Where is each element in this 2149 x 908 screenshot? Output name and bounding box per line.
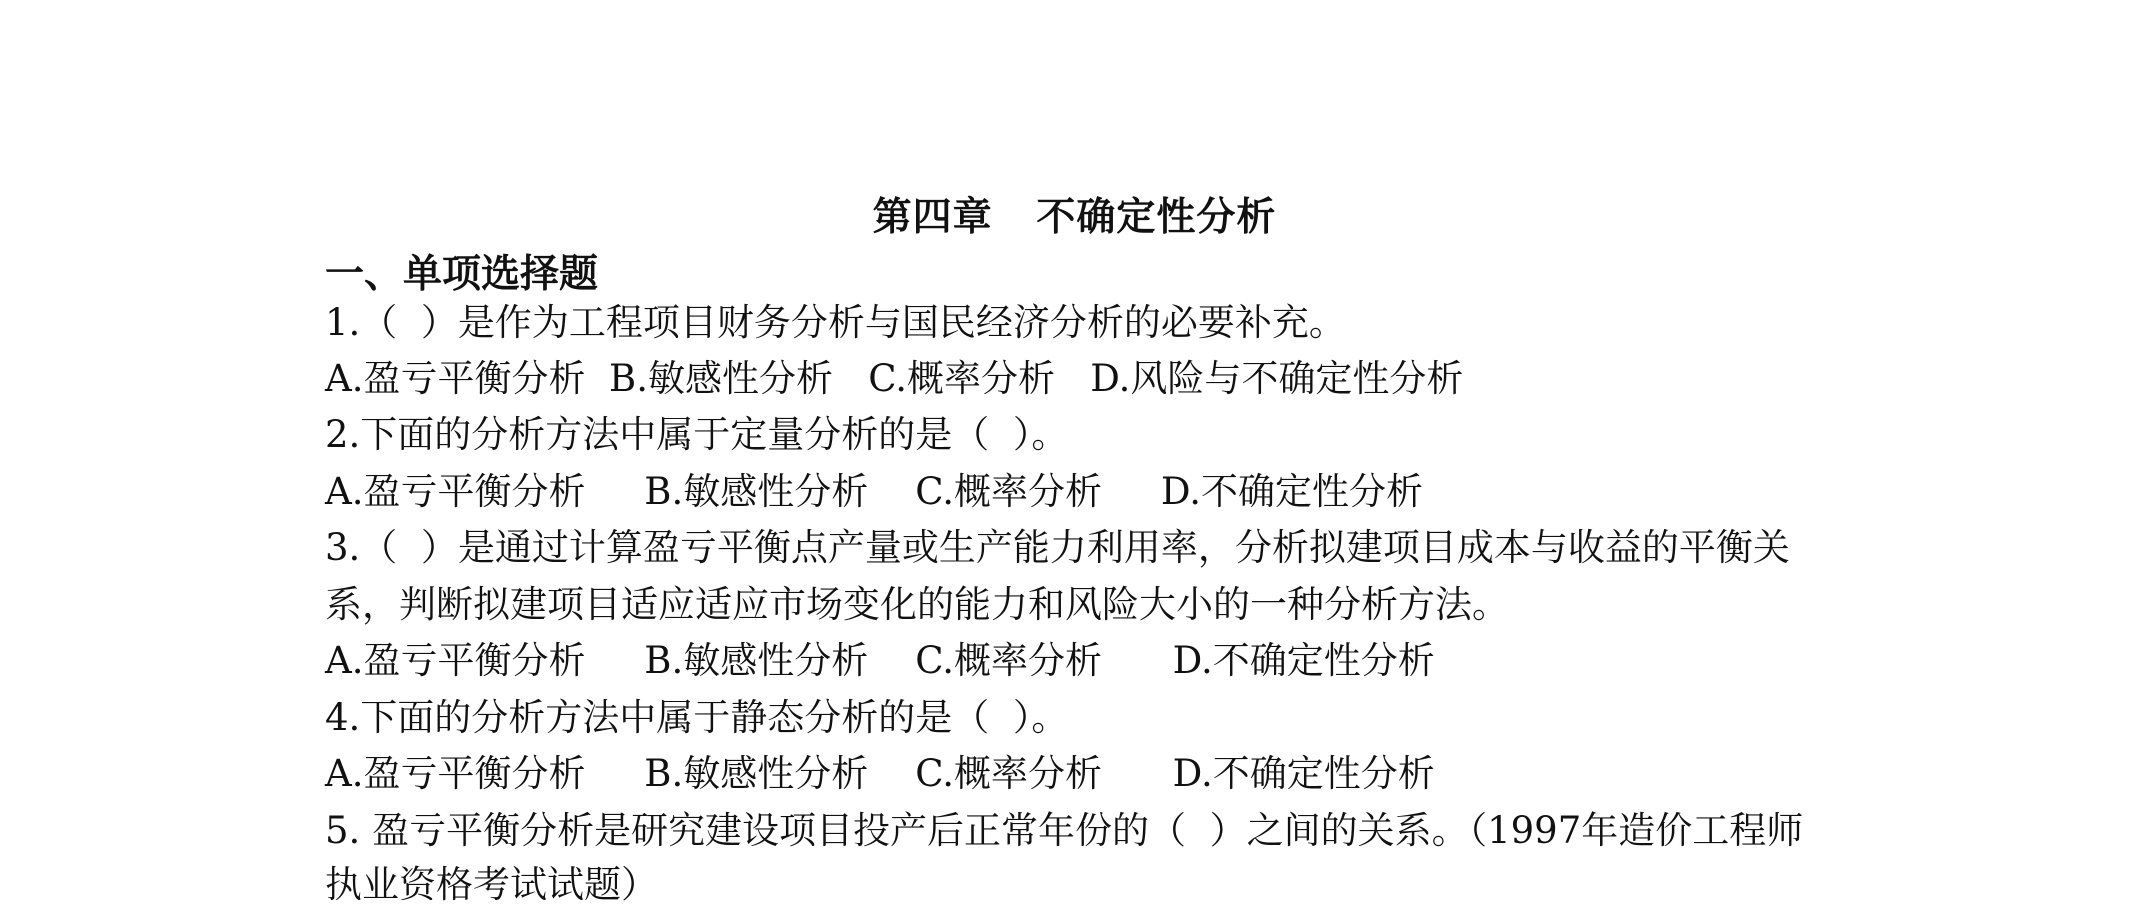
section-heading: 一、单项选择题: [325, 251, 599, 297]
question-4-options: A.盈亏平衡分析 B.敏感性分析 C.概率分析 D.不确定性分析: [325, 752, 1435, 795]
question-1-options: A.盈亏平衡分析 B.敏感性分析 C.概率分析 D.风险与不确定性分析: [325, 357, 1464, 400]
question-3-text: 3.（ ）是通过计算盈亏平衡点产量或生产能力利用率，分析拟建项目成本与收益的平衡关: [325, 526, 1790, 569]
question-2-options: A.盈亏平衡分析 B.敏感性分析 C.概率分析 D.不确定性分析: [325, 470, 1423, 513]
question-5-text: 5. 盈亏平衡分析是研究建设项目投产后正常年份的（ ）之间的关系。（1997年造价工程师: [325, 809, 1804, 852]
chapter-title: 第四章 不确定性分析: [872, 194, 1277, 240]
question-5-text-cont: 执业资格考试试题）: [325, 863, 658, 906]
question-1-text: 1.（ ）是作为工程项目财务分析与国民经济分析的必要补充。: [325, 301, 1346, 344]
question-2-text: 2.下面的分析方法中属于定量分析的是（ ）。: [325, 413, 1069, 456]
question-3-text-cont: 系，判断拟建项目适应适应市场变化的能力和风险大小的一种分析方法。: [325, 583, 1509, 626]
question-4-text: 4.下面的分析方法中属于静态分析的是（ ）。: [325, 696, 1069, 739]
question-3-options: A.盈亏平衡分析 B.敏感性分析 C.概率分析 D.不确定性分析: [325, 639, 1435, 682]
